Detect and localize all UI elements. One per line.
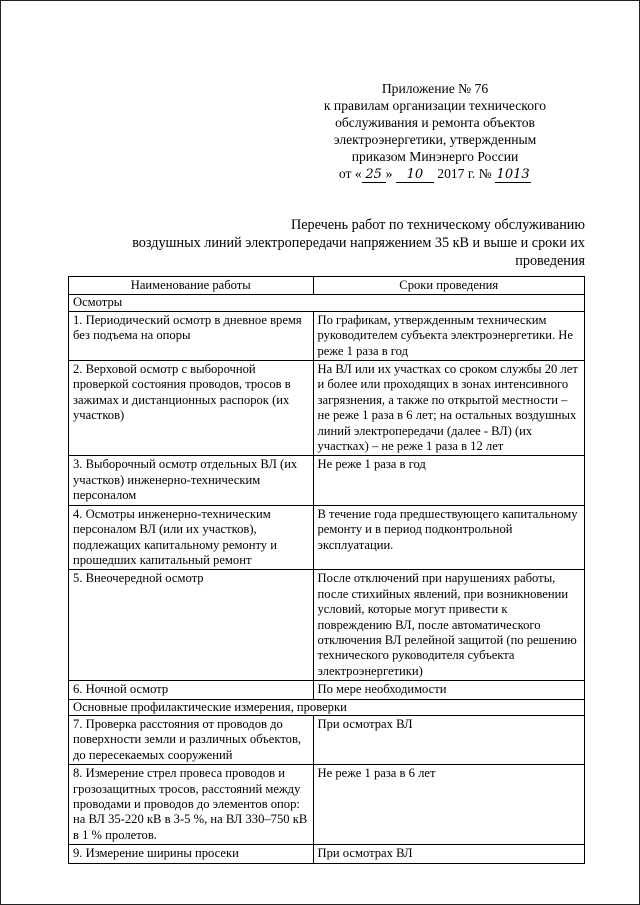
table-row [69, 456, 585, 505]
work-name: 2. Верховой осмотр с выборочной проверкой состояния проводов, тросов в зажимах и дистанционных распорок (их участков) [69, 361, 314, 456]
header-terms: Сроки проведения [313, 277, 585, 295]
work-name: 8. Измерение стрел провеса проводов и грозозащитных тросов, расстояний между проводами и проводов до элементов опор: на ВЛ 35-220 кВ в 3-5 %, на ВЛ 330–750 кВ в 1 % пролетов. [69, 765, 314, 845]
work-term: При осмотрах ВЛ [313, 715, 585, 764]
table-row [69, 681, 585, 699]
appendix-header [300, 80, 570, 183]
table-row [69, 505, 585, 570]
table-row [69, 361, 585, 456]
appendix-line: Приложение № 76 [381, 81, 489, 96]
document-title [100, 216, 585, 270]
appendix-line: приказом Минэнерго России [351, 149, 519, 164]
work-name: 1. Периодический осмотр в дневное время без подъема на опоры [69, 311, 314, 360]
date-prefix: от « [338, 166, 362, 181]
order-date-line [300, 165, 570, 183]
section-row [69, 295, 585, 311]
table-row [69, 845, 585, 863]
works-table [68, 276, 585, 864]
appendix-line: обслуживания и ремонта объектов [335, 115, 535, 130]
section-title: Основные профилактические измерения, проверки [69, 699, 585, 715]
date-month-handwritten: 10 [396, 168, 434, 183]
date-year: 2017 г. № [437, 166, 492, 181]
section-row [69, 699, 585, 715]
table-row [69, 311, 585, 360]
work-name: 5. Внеочередной осмотр [69, 570, 314, 681]
table-row [69, 570, 585, 681]
order-number-handwritten: 1013 [496, 167, 530, 182]
work-name: 7. Проверка расстояния от проводов до поверхности земли и различных объектов, до пересекаемых сооружений [69, 715, 314, 764]
work-term: Не реже 1 раза в 6 лет [313, 765, 585, 845]
title-line: воздушных линий электропередачи напряжением 35 кВ и выше и сроки их [132, 235, 585, 251]
work-term: В течение года предшествующего капитальному ремонту и в период подконтрольной эксплуатации. [313, 505, 585, 570]
appendix-line: к правилам организации технического [323, 98, 547, 113]
work-name: 9. Измерение ширины просеки [69, 845, 314, 863]
work-name: 6. Ночной осмотр [69, 681, 314, 699]
work-term: На ВЛ или их участках со сроком службы 20 лет и более или проходящих в зонах интенсивного загрязнения, а также по открытой местности – не реже 1 раза в 6 лет; на остальных воздушных линий электропередачи (далее - ВЛ) (их участках) – не реже 1 раза в 12 лет [313, 361, 585, 456]
title-line: Перечень работ по техническому обслуживанию [291, 217, 585, 233]
date-quote-close: » [385, 166, 393, 181]
appendix-line: электроэнергетики, утвержденным [333, 132, 537, 147]
work-term: При осмотрах ВЛ [313, 845, 585, 863]
title-line: проведения [515, 253, 585, 269]
work-term: Не реже 1 раза в год [313, 456, 585, 505]
section-title: Осмотры [69, 295, 585, 311]
work-term: По графикам, утвержденным техническим руководителем субъекта электроэнергетики. Не реже 1 раза в год [313, 311, 585, 360]
work-term: По мере необходимости [313, 681, 585, 699]
table-header-row [69, 277, 585, 295]
header-work-name: Наименование работы [69, 277, 314, 295]
work-term: После отключений при нарушениях работы, после стихийных явлений, при возникновении условий, которые могут привести к повреждению ВЛ, после автоматического отключения ВЛ релейной защитой (по решению технического руководителя субъекта электроэнергетики) [313, 570, 585, 681]
table-row [69, 715, 585, 764]
date-day-handwritten: 25 [362, 168, 386, 183]
table-row [69, 765, 585, 845]
work-name: 3. Выборочный осмотр отдельных ВЛ (их участков) инженерно-техническим персоналом [69, 456, 314, 505]
work-name: 4. Осмотры инженерно-техническим персоналом ВЛ (или их участков), подлежащих капитальному ремонту и прошедших капитальный ремонт [69, 505, 314, 570]
